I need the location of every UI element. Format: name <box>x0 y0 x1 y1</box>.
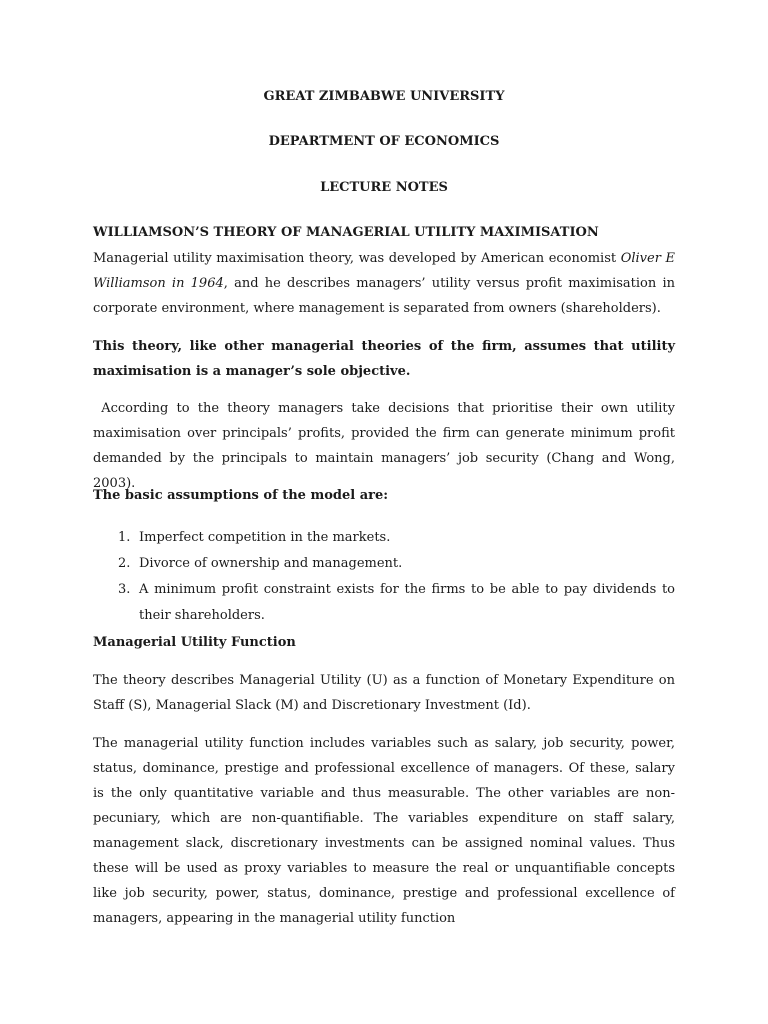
department-name: DEPARTMENT OF ECONOMICS <box>268 134 500 149</box>
intro-text-2: , and he describes managers’ utility versus profit maximisation in corporate environment, where management is separated from owners (shareholders). <box>93 276 675 316</box>
theory-paragraph: According to the theory managers take decisions that prioritise their own utility maximisation over principals’ profits, provided the firm can generate minimum profit demanded by the principals to maintain managers’ job security (Chang and Wong, 2003). <box>93 401 680 491</box>
intro-paragraph <box>93 246 675 321</box>
utility-function-heading: Managerial Utility Function <box>93 635 296 650</box>
list-item: 2. Divorce of ownership and management. <box>118 556 403 571</box>
utility-paragraph-2: The managerial utility function includes variables such as salary, job security, power, status, dominance, prestige and professional excellence of managers. Of these, salary is the only quantitative variable and thus measurable. The other variables are non-pecuniary, which are non-quantifiable. The variables expenditure on staff salary, management slack, discretionary investments can be assigned nominal values. Thus these will be used as proxy variables to measure the real or unquantifiable concepts like job security, power, status, dominance, prestige and professional excellence of managers, appearing in the managerial utility function <box>93 736 675 926</box>
list-item: 1. Imperfect competition in the markets. <box>118 530 391 545</box>
assumptions-heading: The basic assumptions of the model are: <box>93 488 389 503</box>
bold-statement: This theory, like other managerial theories of the firm, assumes that utility maximisation is a manager’s sole objective. <box>93 339 675 379</box>
document-title: WILLIAMSON’S THEORY OF MANAGERIAL UTILITY MAXIMISATION <box>93 225 599 240</box>
list-item: 3. A minimum profit constraint exists for the firms to be able to pay dividends to their shareholders. <box>118 582 675 623</box>
intro-text-1: Managerial utility maximisation theory, was developed by American economist <box>93 251 621 266</box>
utility-paragraph-1: The theory describes Managerial Utility (U) as a function of Monetary Expenditure on Staff (S), Managerial Slack (M) and Discretionary Investment (Id). <box>93 673 675 713</box>
document-type: LECTURE NOTES <box>320 180 448 195</box>
assumptions-list <box>93 525 675 629</box>
intro-italic: Oliver E Williamson in 1964 <box>93 251 675 291</box>
university-name: GREAT ZIMBABWE UNIVERSITY <box>263 89 505 104</box>
